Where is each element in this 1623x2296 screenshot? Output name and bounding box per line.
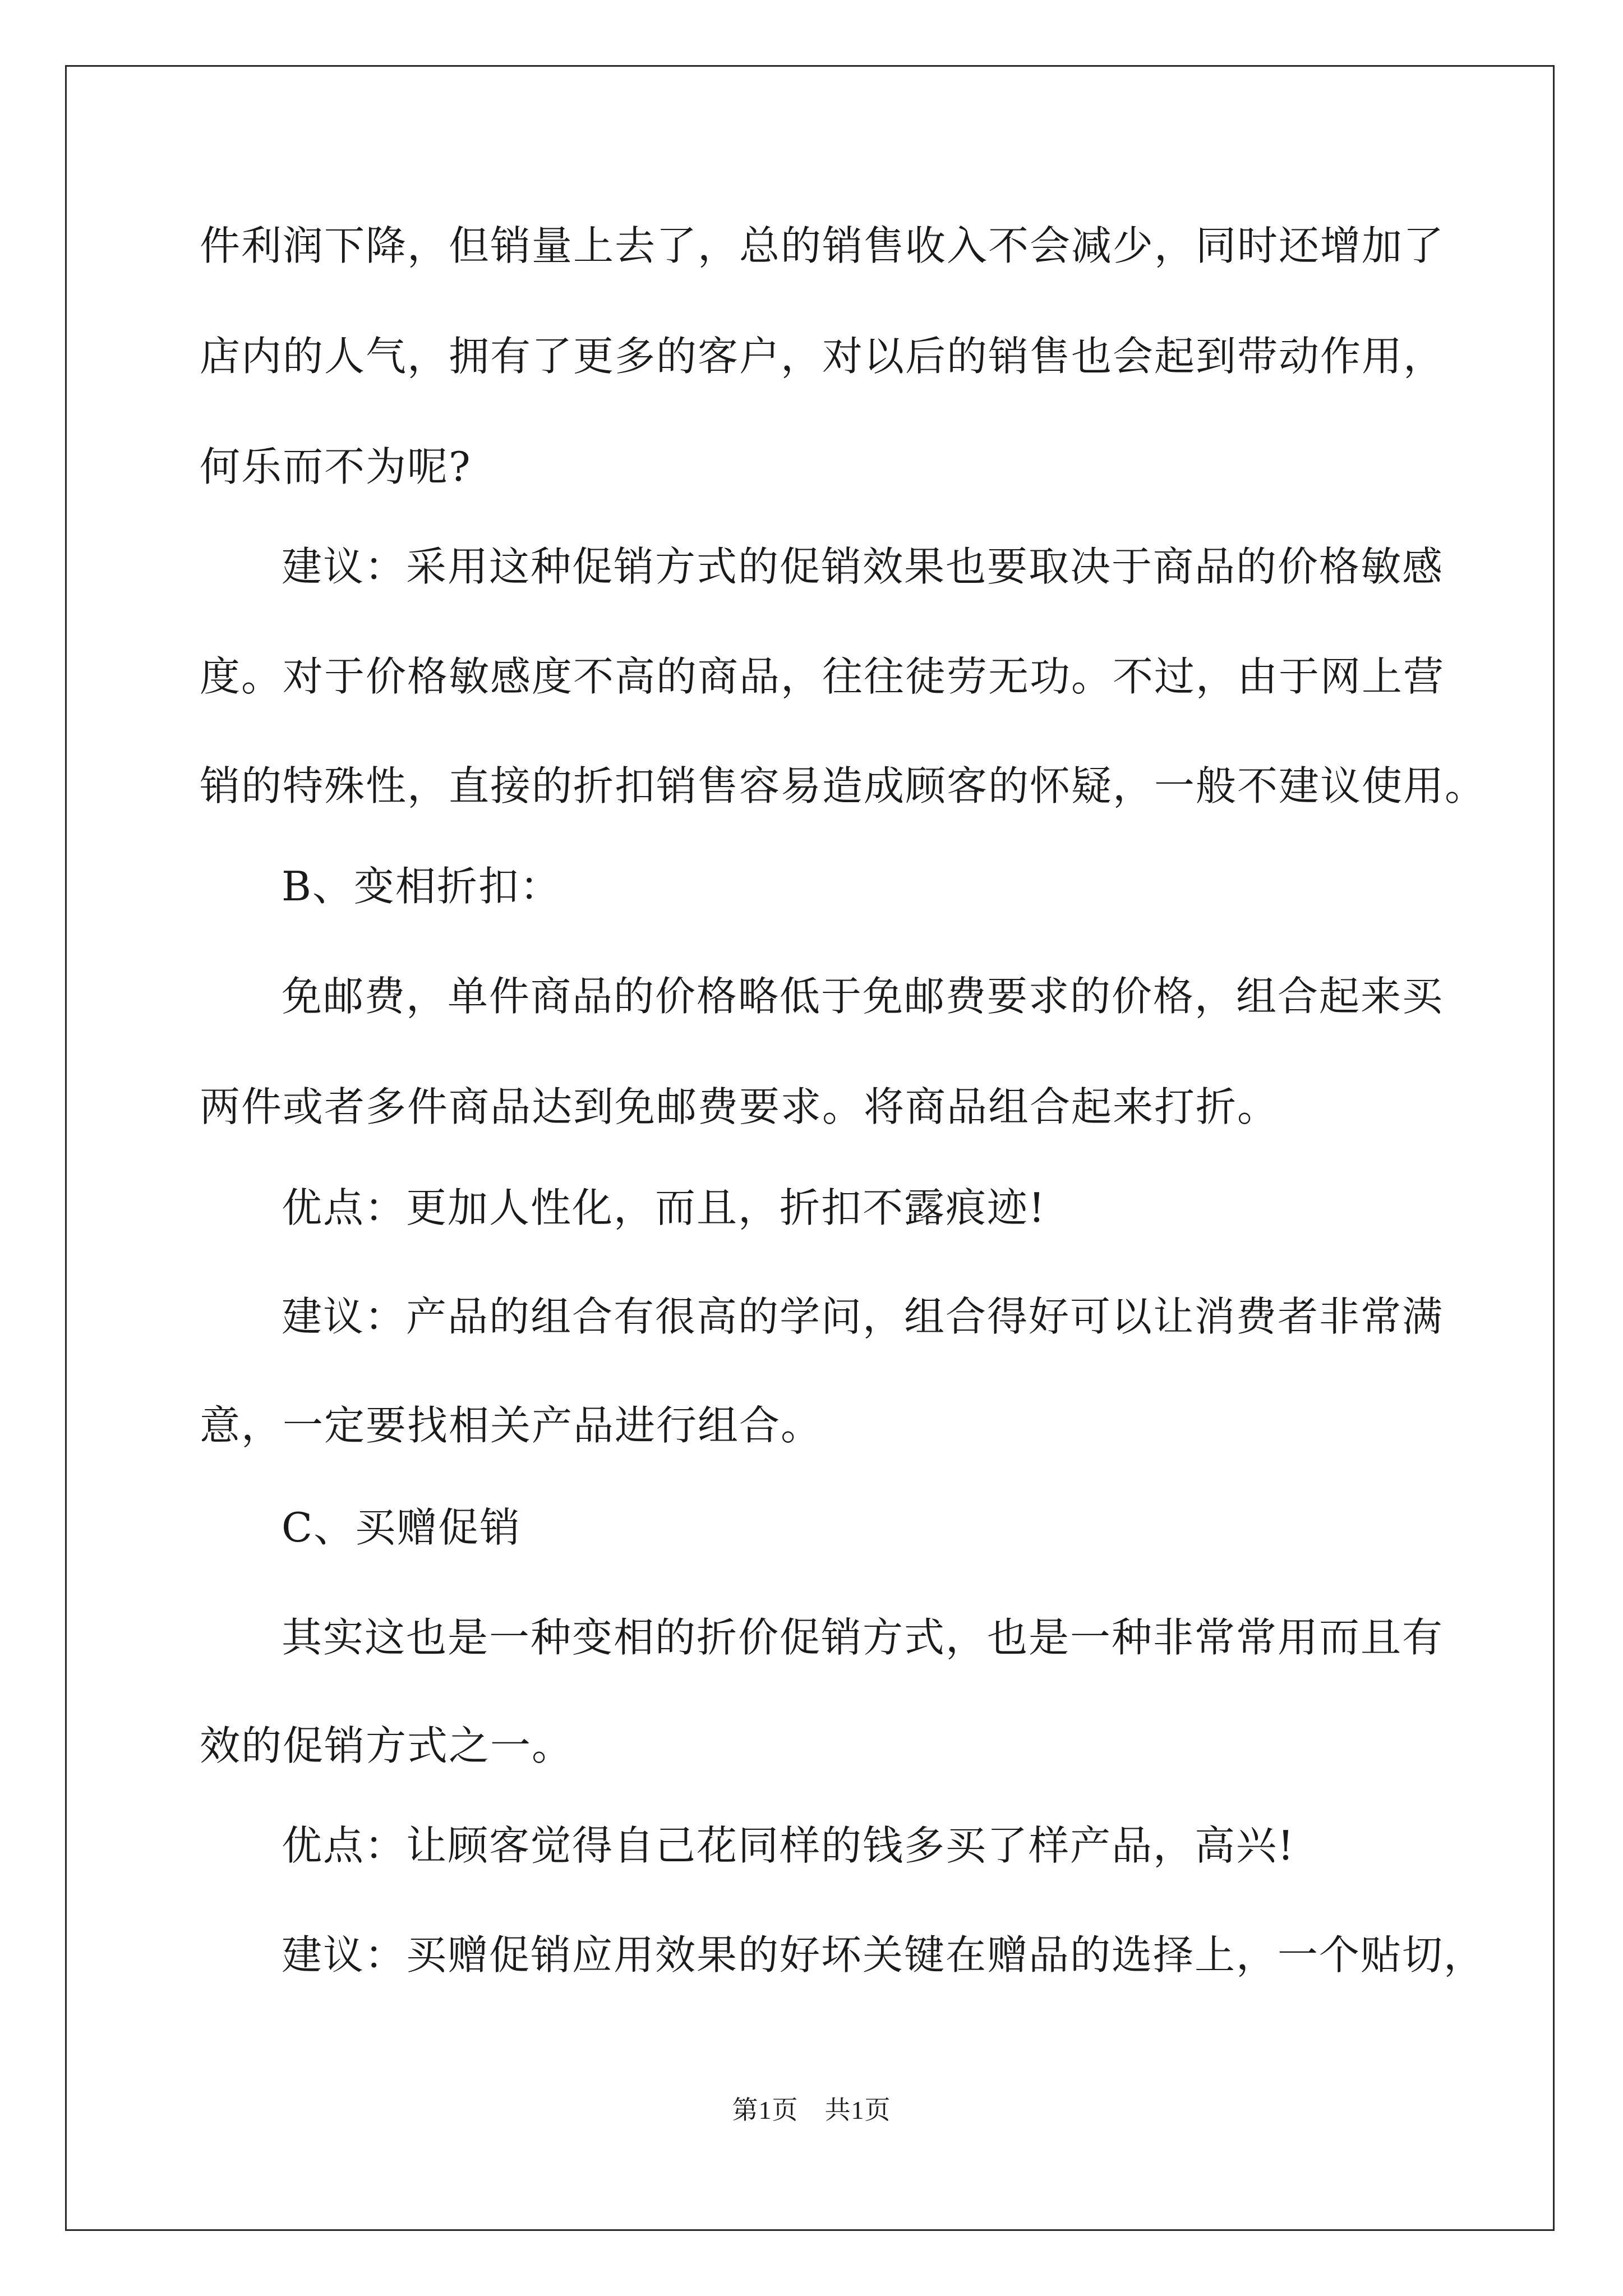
paragraph-line: 建议：采用这种促销方式的促销效果也要取决于商品的价格敏感: [282, 543, 1444, 590]
paragraph-line: 建议：产品的组合有很高的学问，组合得好可以让消费者非常满: [282, 1293, 1444, 1340]
paragraph-line: 优点：让顾客觉得自己花同样的钱多买了样产品，高兴!: [282, 1822, 1295, 1869]
page-border: [65, 65, 1555, 2231]
paragraph-line: 优点：更加人性化，而且，折扣不露痕迹!: [282, 1184, 1046, 1231]
paragraph-line: 免邮费，单件商品的价格略低于免邮费要求的价格，组合起来买: [282, 973, 1444, 1020]
text-line: 意，一定要找相关产品进行组合。: [200, 1402, 823, 1449]
text-line: 店内的人气，拥有了更多的客户，对以后的销售也会起到带动作用，: [200, 333, 1445, 380]
text-line: 度。对于价格敏感度不高的商品，往往徒劳无功。不过，由于网上营: [200, 653, 1445, 700]
text-line: 两件或者多件商品达到免邮费要求。将商品组合起来打折。: [200, 1083, 1279, 1130]
text-line: 件利润下降，但销量上去了，总的销售收入不会减少，同时还增加了: [200, 222, 1445, 269]
page-number: 第1页 共1页: [732, 2096, 891, 2124]
paragraph-line: 其实这也是一种变相的折价促销方式，也是一种非常常用而且有: [282, 1614, 1444, 1661]
text-line: 何乐而不为呢?: [200, 443, 472, 490]
text-line: 效的促销方式之一。: [200, 1722, 574, 1769]
paragraph-line: 建议：买赠促销应用效果的好坏关键在赠品的选择上，一个贴切，: [282, 1931, 1486, 1978]
section-heading: B、变相折扣：: [282, 863, 561, 910]
section-heading: C、买赠促销: [282, 1504, 522, 1551]
text-line: 销的特殊性，直接的折扣销售容易造成顾客的怀疑，一般不建议使用。: [200, 762, 1487, 809]
